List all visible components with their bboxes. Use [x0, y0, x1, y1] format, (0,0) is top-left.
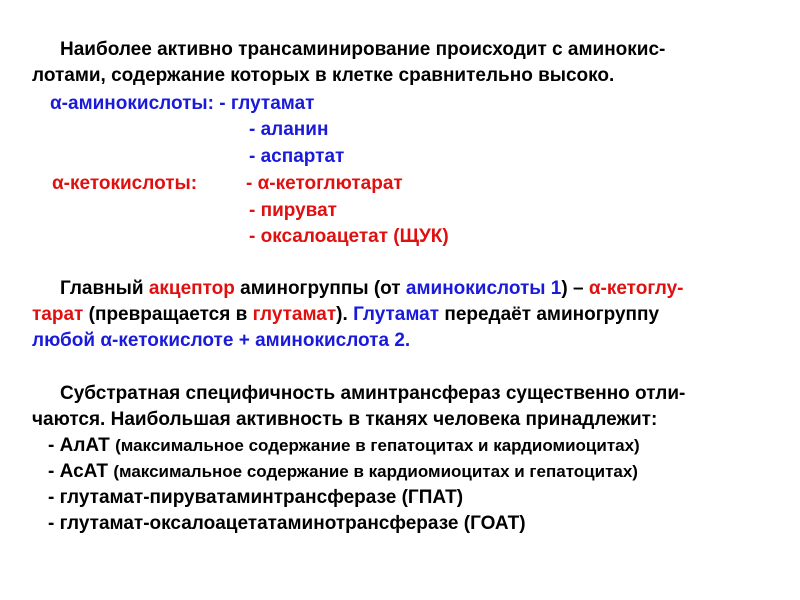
paragraph-2-line-2: [32, 303, 659, 327]
paragraph-3-line-1: Субстратная специфичность аминтрансфераз существенно отли-: [60, 383, 686, 404]
keto-acid-term: α-кетокислоте: [100, 330, 234, 351]
text-segment: (превращается в: [83, 304, 253, 325]
amino-acid-alanine: - аланин: [249, 119, 329, 140]
text-segment: передаёт аминогруппу: [439, 304, 660, 325]
keto-acid-oxaloacetate: - оксалоацетат (ЩУК): [249, 226, 449, 247]
keto-acid-pyruvate: - пируват: [249, 200, 337, 221]
text-segment: ) –: [561, 278, 589, 299]
enzyme-alat: [48, 434, 640, 458]
enzyme-asat: [48, 460, 638, 484]
ketoglutarate-term: α-кетоглу-: [588, 278, 684, 299]
paragraph-2-line-3: [32, 329, 410, 353]
enzyme-note: (максимальное содержание в гепатоцитах и кардиомиоцитах): [115, 436, 640, 455]
enzyme-name: - АлАТ: [48, 435, 116, 456]
keto-ketoglutarate-text: α-кетоглютарат: [257, 173, 403, 194]
amino-acid-1-term: аминокислоты 1: [405, 278, 562, 299]
text-segment: ).: [336, 304, 354, 325]
glutamate-term: Глутамат: [353, 304, 440, 325]
paragraph-3-line-2: чаются. Наибольшая активность в тканях человека принадлежит:: [32, 409, 658, 430]
text-segment: Главный: [60, 278, 149, 299]
amino-acids-label: α-аминокислоты: - глутамат: [50, 93, 315, 114]
acceptor-term: акцептор: [148, 278, 235, 299]
enzyme-note: (максимальное содержание в кардиомиоцитах и гепатоцитах): [113, 462, 638, 481]
text-segment: любой: [32, 330, 101, 351]
enzyme-gpat: - глутамат-пируватаминтрансферазе (ГПАТ): [48, 487, 464, 508]
paragraph-1-line-2: лотами, содержание которых в клетке сравнительно высоко.: [32, 65, 615, 86]
text-segment: + аминокислота 2.: [233, 330, 411, 351]
glutamate-term: глутамат: [252, 304, 337, 325]
text-segment: аминогруппы (от: [234, 278, 406, 299]
keto-acid-ketoglutarate: [246, 172, 403, 196]
keto-acids-label: α-кетокислоты:: [52, 173, 198, 194]
enzyme-name: - АсАТ: [48, 461, 114, 482]
amino-acid-aspartate: - аспартат: [249, 146, 345, 167]
keto-dash: -: [246, 173, 258, 194]
enzyme-goat: - глутамат-оксалоацетатаминотрансферазе (ГОАТ): [48, 513, 526, 534]
paragraph-2-line-1: [60, 277, 683, 301]
ketoglutarate-term-end: тарат: [32, 304, 84, 325]
paragraph-1-line-1: Наиболее активно трансаминирование происходит с аминокис-: [60, 39, 666, 60]
